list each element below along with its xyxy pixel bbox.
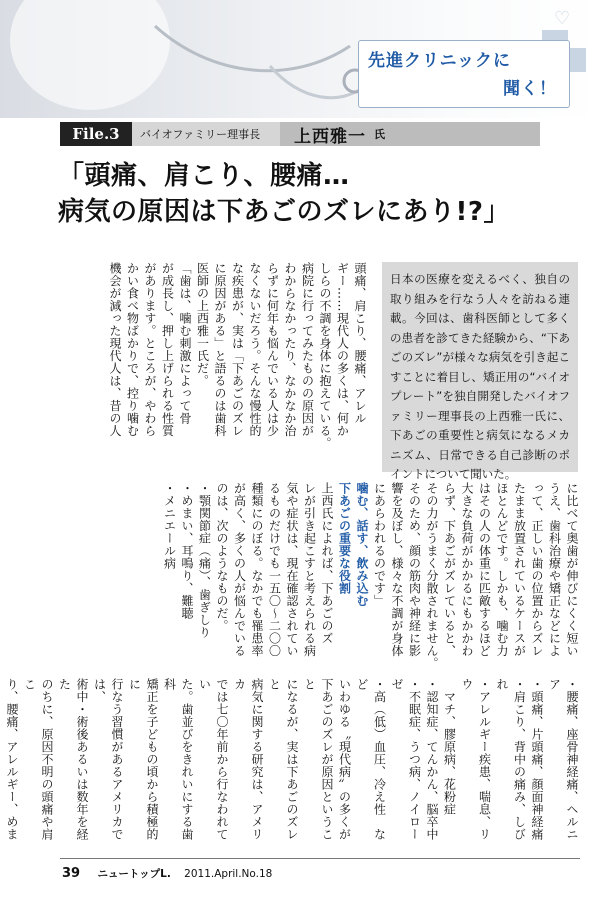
list-item: マチ、膠原病、花粉症 [442, 678, 457, 816]
text-column: はその人の体重に匹敵するほど [477, 482, 492, 657]
subheading-line-2: 下あごの重要な役割 [337, 482, 352, 595]
text-column: 矯正を子どもの頃から積極的に [127, 678, 159, 841]
text-column: り、腰痛、アレルギー、めま [5, 678, 19, 841]
subheading-line-1: 噛む、話す、飲み込む [355, 482, 369, 607]
text-column: が成長し、押し上げられる性質 [160, 262, 175, 437]
badge-line-2: 聞く！ [503, 79, 557, 99]
text-column: 病院に行ってみたものの原因が [300, 262, 315, 437]
text-column: 病気に関する研究は、アメリカ [232, 678, 264, 841]
text-column: のは、次のようなものだ。 [215, 482, 229, 632]
middle-text-block [160, 482, 580, 672]
text-column: 気や症状は、現在確認されてい [285, 482, 299, 657]
list-item: ・肩こり、背中の痛み、しびれ [495, 678, 527, 841]
text-column: 響を及ぼし、様々な不調が身体 [390, 482, 404, 657]
clinic-badge [358, 8, 586, 106]
text-column: らず、下あごがズレていると、 [442, 482, 457, 657]
text-column: 下あごのズレが原因ということ [302, 678, 334, 841]
file-bar [60, 122, 540, 146]
text-column: そのため、顔の筋肉や神経に影 [407, 482, 422, 657]
file-person [280, 122, 540, 146]
page-footer [62, 866, 272, 881]
page-number: 39 [62, 866, 81, 881]
lower-text-block [0, 678, 580, 850]
badge-line-1: 先進クリニックに [368, 51, 511, 71]
background-glow [10, 0, 170, 110]
text-column: のちに、原因不明の頭痛や肩こ [22, 678, 54, 841]
file-number: File.3 [60, 122, 132, 146]
text-column: 種類にのぼる。なかでも罹患率 [250, 482, 264, 657]
text-column: レが引き起こすと考えられる病 [302, 482, 317, 657]
text-column: 機会が減った現代人は、昔の人 [108, 262, 122, 437]
list-item: ・高（低）血圧、冷え性 など [355, 678, 387, 841]
honorific: 氏 [374, 128, 386, 141]
upper-text-block [106, 262, 369, 504]
list-item: ・頭痛、片頭痛、顔面神経痛 [530, 678, 544, 841]
text-column: があります。ところが、やわら [143, 262, 157, 437]
list-item: ・認知症、てんかん、脳卒中 [425, 678, 439, 841]
file-title: バイオファミリー理事長 [132, 122, 280, 146]
text-column: って、正しい歯の位置からズレ [530, 482, 544, 657]
text-column: うえ、歯科治療や矯正などによ [547, 482, 562, 657]
text-column: 大きな負荷がかかるにもかかわ [460, 482, 474, 657]
footer-divider [60, 858, 580, 859]
text-column: 上西氏によれば、下あごのズ [320, 482, 334, 645]
list-item: ・腰痛、座骨神経痛、ヘルニア [547, 678, 579, 841]
text-column: なくないだろう。そんな慢性的 [248, 262, 262, 437]
list-item: ・メニエール病 [162, 482, 177, 570]
list-item: ・アレルギー疾患、喘息、リウ [460, 678, 492, 841]
text-column: た。歯並びをきれいにする歯科 [162, 678, 194, 841]
text-column: が高く、多くの人が悩んでいる [232, 482, 247, 657]
headline [58, 158, 510, 230]
text-column: 頭痛、肩こり、腰痛、アレル [353, 262, 367, 425]
headline-line-2: 病気の原因は下あごのズレにあり!?」 [58, 197, 510, 227]
text-column: 医師の上西雅一氏だ。 [195, 262, 210, 387]
person-name: 上西雅一 [294, 126, 366, 147]
text-column: 行なう習慣があるアメリカでは、 [92, 678, 124, 841]
text-column: に比べて奥歯が伸びにくく短い [565, 482, 579, 657]
text-column: ギー……現代人の多くは、何か [335, 262, 350, 437]
text-column: では七〇年前から行なわれてい [197, 678, 229, 841]
text-column: その力がうまく分散されません。 [425, 482, 439, 670]
text-column: たまま放置されているケースが [512, 482, 527, 657]
text-column: しらの不調を身体に抱えている。 [318, 262, 332, 450]
headline-line-1: 「頭痛、肩こり、腰痛… [58, 161, 350, 191]
list-item: ・めまい、耳鳴り、難聴 [180, 482, 194, 620]
text-column: らずに何年も悩んでいる人は少 [265, 262, 280, 437]
heart-icon: ♡ [554, 8, 571, 29]
text-column: ほとんどです。しかも、噛む力 [495, 482, 509, 657]
magazine-name: ニュートップL. [97, 868, 171, 880]
list-item: ・顎関節症（痛）、歯ぎしり [197, 482, 212, 639]
list-item: ・不眠症、うつ病、ノイローゼ [390, 678, 422, 841]
text-column: わからなかったり、なかなか治 [283, 262, 297, 437]
text-column: にあらわれるのです」 [372, 482, 387, 607]
text-column: るものだけでも一五〇～二〇〇 [267, 482, 282, 657]
header-banner [0, 0, 600, 118]
issue-label: 2011.April.No.18 [184, 868, 273, 880]
stethoscope-icon [150, 6, 390, 116]
text-column: な疾患が、実は「下あごのズレ [230, 262, 245, 437]
text-column: になるが、実は下あごのズレと [267, 678, 299, 841]
text-column: いわゆる〝現代病〟の多くが [337, 678, 352, 841]
text-column: 「歯は、噛む刺激によって骨 [178, 262, 192, 425]
text-column: かい食べ物ばかりで、控り噛む [125, 262, 140, 437]
text-column: 術中・術後あるいは数年を経た [57, 678, 89, 841]
intro-box: 日本の医療を変えるべく、独自の取り組みを行なう人々を訪ねる連載。今回は、歯科医師として多くの患者を診てきた経験から、“下あごのズレ”が様々な病気を引き起こすことに着目し、矯正用の“バイオプレート”を独自開発したバイオファミリー理事長の上西雅一氏に、下あごの重要性と病気になるメカニズム、日常できる自己診断のポイントについて聞いた。 [382, 262, 578, 472]
text-column: に原因がある」と語るのは歯科 [213, 262, 227, 437]
